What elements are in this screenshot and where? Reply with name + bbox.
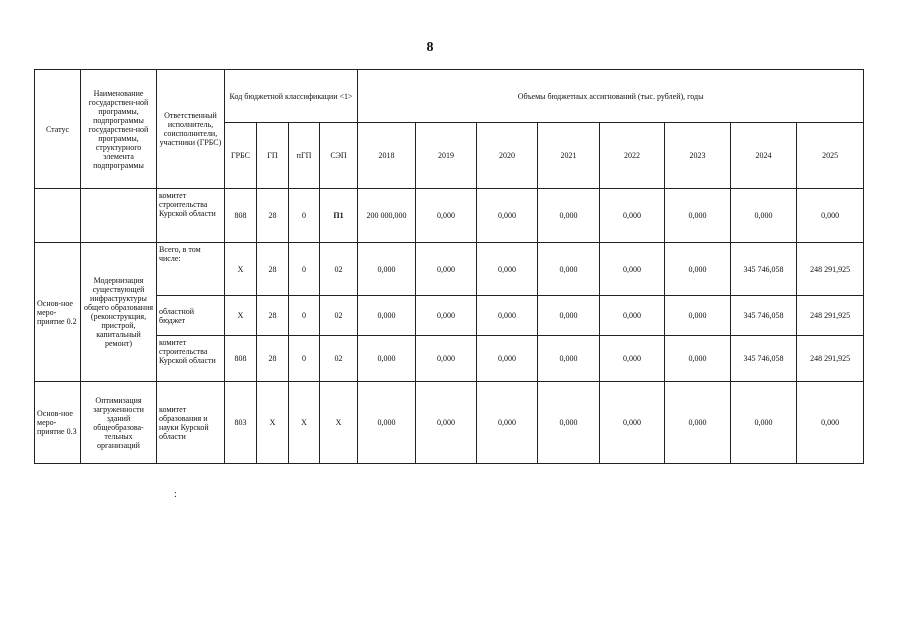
header-grbs: ГРБС xyxy=(225,123,257,189)
pgp-cell: 0 xyxy=(289,296,320,336)
header-year: 2020 xyxy=(477,123,538,189)
value-cell: 0,000 xyxy=(538,189,600,243)
header-status: Статус xyxy=(35,70,81,189)
value-cell: 0,000 xyxy=(797,189,864,243)
name-cell: Модернизация существующей инфраструктуры общего образования (реконструкция, пристрой, капитальный ремонт) xyxy=(81,243,157,382)
header-sep: СЭП xyxy=(320,123,358,189)
value-cell: 248 291,925 xyxy=(797,243,864,296)
value-cell: 248 291,925 xyxy=(797,336,864,382)
sep-cell: 02 xyxy=(320,243,358,296)
value-cell: 0,000 xyxy=(416,296,477,336)
header-year: 2024 xyxy=(731,123,797,189)
header-year: 2018 xyxy=(358,123,416,189)
table-row xyxy=(35,243,864,296)
value-cell: 0,000 xyxy=(416,189,477,243)
executor-cell: комитет образования и науки Курской области xyxy=(157,382,225,464)
table-row xyxy=(35,296,864,336)
value-cell: 0,000 xyxy=(477,189,538,243)
header-year: 2023 xyxy=(665,123,731,189)
value-cell: 200 000,000 xyxy=(358,189,416,243)
gp-cell: 28 xyxy=(257,243,289,296)
pgp-cell: 0 xyxy=(289,243,320,296)
pgp-cell: 0 xyxy=(289,189,320,243)
gp-cell: 28 xyxy=(257,296,289,336)
header-executor: Ответственный исполнитель, соисполнители, участники (ГРБС) xyxy=(157,70,225,189)
value-cell: 0,000 xyxy=(731,382,797,464)
gp-cell: 28 xyxy=(257,189,289,243)
table-row xyxy=(35,189,864,243)
header-year: 2021 xyxy=(538,123,600,189)
gp-cell: Х xyxy=(257,382,289,464)
sep-cell: П1 xyxy=(320,189,358,243)
value-cell: 0,000 xyxy=(477,336,538,382)
header-year: 2025 xyxy=(797,123,864,189)
sep-cell: 02 xyxy=(320,336,358,382)
name-cell: Оптимизация загруженности зданий общеобразова-тельных организаций xyxy=(81,382,157,464)
header-year: 2019 xyxy=(416,123,477,189)
value-cell: 0,000 xyxy=(416,336,477,382)
sep-cell: Х xyxy=(320,382,358,464)
value-cell: 345 746,058 xyxy=(731,243,797,296)
header-code-group: Код бюджетной классификации <1> xyxy=(225,70,358,123)
value-cell: 0,000 xyxy=(665,296,731,336)
value-cell: 0,000 xyxy=(665,243,731,296)
header-row-1 xyxy=(35,70,864,123)
value-cell: 0,000 xyxy=(538,243,600,296)
value-cell: 0,000 xyxy=(797,382,864,464)
table-row xyxy=(35,382,864,464)
value-cell: 0,000 xyxy=(538,336,600,382)
value-cell: 248 291,925 xyxy=(797,296,864,336)
value-cell: 0,000 xyxy=(731,189,797,243)
value-cell: 0,000 xyxy=(358,243,416,296)
pgp-cell: Х xyxy=(289,382,320,464)
value-cell: 0,000 xyxy=(665,189,731,243)
value-cell: 0,000 xyxy=(665,382,731,464)
status-cell-empty xyxy=(35,189,81,243)
value-cell: 0,000 xyxy=(477,382,538,464)
value-cell: 0,000 xyxy=(358,382,416,464)
value-cell: 0,000 xyxy=(600,189,665,243)
grbs-cell: Х xyxy=(225,296,257,336)
value-cell: 0,000 xyxy=(358,336,416,382)
value-cell: 0,000 xyxy=(538,296,600,336)
value-cell: 0,000 xyxy=(600,382,665,464)
pgp-cell: 0 xyxy=(289,336,320,382)
value-cell: 0,000 xyxy=(416,243,477,296)
header-volume-group: Объемы бюджетных ассигнований (тыс. рублей), годы xyxy=(358,70,864,123)
value-cell: 0,000 xyxy=(665,336,731,382)
value-cell: 0,000 xyxy=(600,336,665,382)
grbs-cell: 803 xyxy=(225,382,257,464)
gp-cell: 28 xyxy=(257,336,289,382)
header-name: Наименование государствен-ной программы, подпрограммы государствен-ной программы, структурного элемента подпрограммы xyxy=(81,70,157,189)
stray-mark: : xyxy=(174,489,177,500)
status-cell: Основ-ное меро-приятие 0.2 xyxy=(35,243,81,382)
value-cell: 0,000 xyxy=(416,382,477,464)
name-cell-empty xyxy=(81,189,157,243)
value-cell: 0,000 xyxy=(477,243,538,296)
value-cell: 0,000 xyxy=(477,296,538,336)
value-cell: 0,000 xyxy=(538,382,600,464)
header-year: 2022 xyxy=(600,123,665,189)
executor-cell: Всего, в том числе: xyxy=(157,243,225,296)
sep-cell: 02 xyxy=(320,296,358,336)
header-pgp: пГП xyxy=(289,123,320,189)
executor-cell: комитет строительства Курской области xyxy=(157,189,225,243)
value-cell: 0,000 xyxy=(600,296,665,336)
budget-table xyxy=(34,69,864,464)
value-cell: 0,000 xyxy=(358,296,416,336)
grbs-cell: 808 xyxy=(225,189,257,243)
grbs-cell: 808 xyxy=(225,336,257,382)
value-cell: 0,000 xyxy=(600,243,665,296)
page-number: 8 xyxy=(426,40,434,55)
value-cell: 345 746,058 xyxy=(731,336,797,382)
value-cell: 345 746,058 xyxy=(731,296,797,336)
grbs-cell: Х xyxy=(225,243,257,296)
executor-cell: областной бюджет xyxy=(157,296,225,336)
table-row xyxy=(35,336,864,382)
status-cell: Основ-ное меро-приятие 0.3 xyxy=(35,382,81,464)
header-gp: ГП xyxy=(257,123,289,189)
executor-cell: комитет строительства Курской области xyxy=(157,336,225,382)
